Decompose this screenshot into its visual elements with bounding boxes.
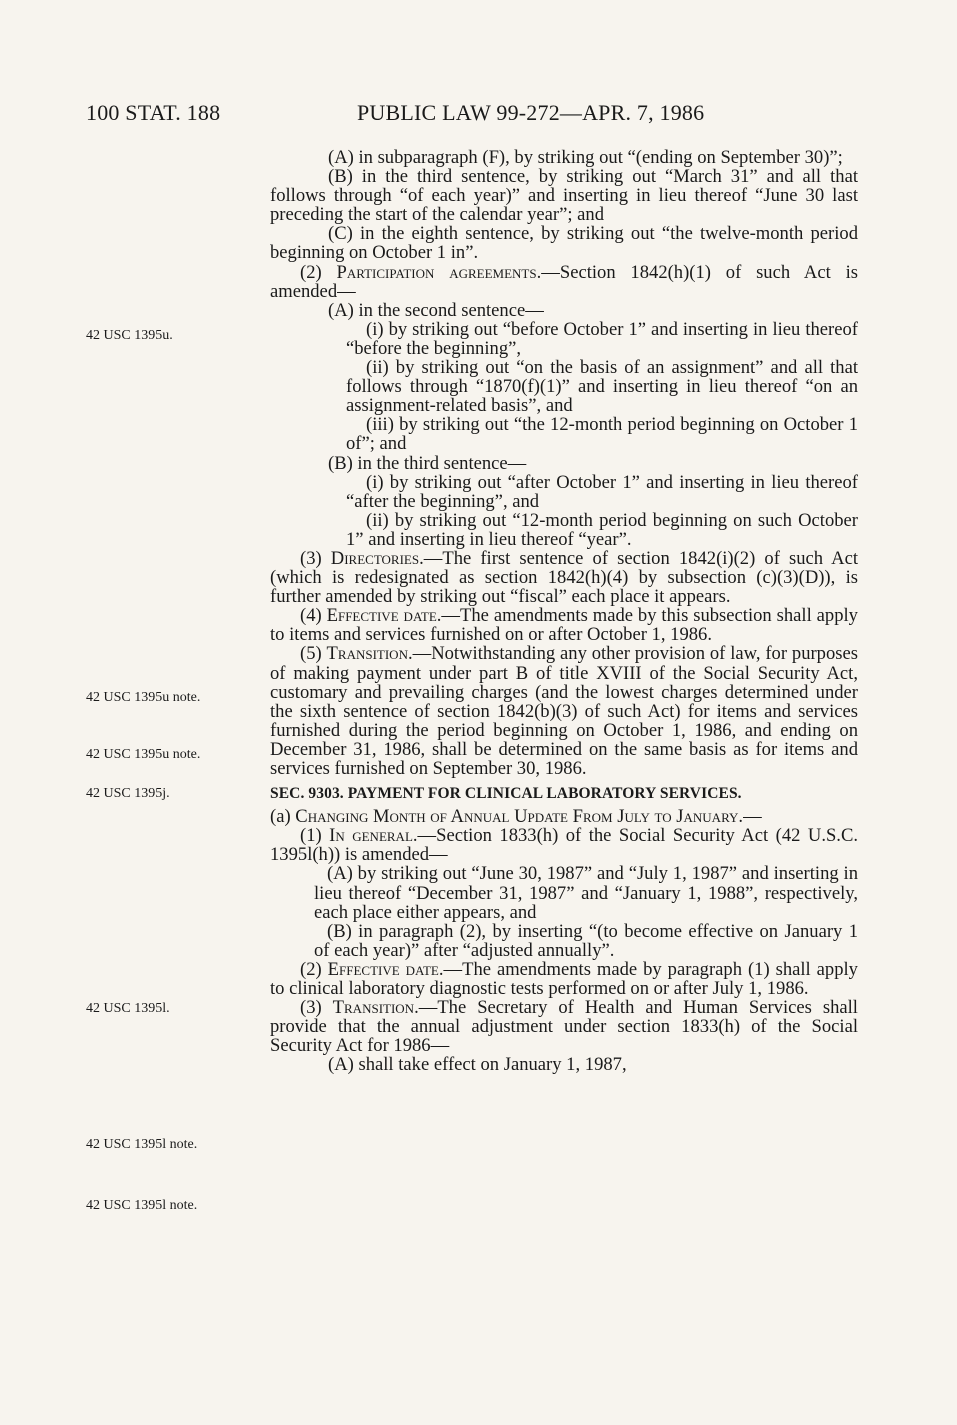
document-body [270,148,858,1075]
margin-note: 42 USC 1395l note. [86,1198,198,1213]
margin-note: 42 USC 1395l. [86,1001,170,1016]
paragraph-heading: Effective date [326,605,437,627]
paragraph-heading: Effective date [327,958,439,980]
margin-note: 42 USC 1395u note. [86,747,201,762]
paragraph-heading: Transition [332,997,415,1019]
paragraph: (2) Participation agreements.—Section 1842(h)(1) of such Act is amended— [270,261,858,302]
running-title: PUBLIC LAW 99-272—APR. 7, 1986 [357,100,705,125]
page-header [86,100,867,130]
paragraph: (2) Effective date.—The amendments made by paragraph (1) shall apply to clinical laboratory diagnostic tests performed on or after July 1, 1986. [270,958,858,1000]
margin-note: 42 USC 1395j. [86,786,170,801]
paragraph: (B) in paragraph (2), by inserting “(to become effective on January 1 of each year)” after “adjusted annually”. [314,920,858,961]
paragraph: (A) by striking out “June 30, 1987” and “July 1, 1987” and inserting in lieu thereof “December 31, 1987” and “January 1, 1988”, respectively, each place either appears, and [314,863,858,923]
page-statute-reference: 100 STAT. 188 [86,100,221,125]
paragraph: (A) shall take effect on January 1, 1987, [328,1054,627,1076]
margin-note: 42 USC 1395u note. [86,690,201,705]
paragraph: (4) Effective date.—The amendments made by this subsection shall apply to items and services furnished on or after October 1, 1986. [270,605,858,646]
margin-note: 42 USC 1395u. [86,328,173,343]
paragraph-heading: Transition [326,643,408,665]
paragraph: (a) Changing Month of Annual Update From July to January.— [270,806,762,828]
paragraph-heading: Directories [330,547,420,569]
paragraph: (A) in the second sentence— [328,299,544,321]
paragraph: (ii) by striking out “12-month period beginning on such October 1” and inserting in lieu thereof “year”. [346,509,858,550]
paragraph: (1) In general.—Section 1833(h) of the Social Security Act (42 U.S.C. 1395l(h)) is amended— [270,825,859,866]
paragraph: (5) Transition.—Notwithstanding any other provision of law, for purposes of making payment under part B of title XVIII of the Social Security Act, customary and prevailing charges (and the lowest charges determined under the sixth sentence of section 1842(b)(3) of such Act) for items and services furnished during the period beginning on October 1, 1986, and ending on December 31, 1986, shall be determined on the same basis as for items and services furnished on September 30, 1986. [270,643,858,779]
paragraph-heading: Participation agreements [336,261,537,283]
margin-note: 42 USC 1395l note. [86,1137,198,1152]
paragraph: (C) in the eighth sentence, by striking out “the twelve-month period beginning on October 1 in”. [270,223,858,264]
paragraph: (i) by striking out “before October 1” and inserting in lieu thereof “before the beginning”, [346,318,858,359]
paragraph-heading: In general [329,825,413,847]
subsection-heading: Changing Month of Annual Update From July to January [295,806,739,828]
paragraph: (ii) by striking out “on the basis of an assignment” and all that follows through “1870(f)(1)” and inserting in lieu thereof “on an assignment-related basis”, and [346,357,858,417]
paragraph: (B) in the third sentence, by striking out “March 31” and all that follows through “of each year)” and inserting in lieu thereof “June 30 last preceding the start of the calendar year”; and [270,166,858,226]
paragraph: (i) by striking out “after October 1” and inserting in lieu thereof “after the beginning”, and [346,471,858,512]
paragraph: (A) in subparagraph (F), by striking out “(ending on September 30)”; [328,147,843,168]
paragraph: (B) in the third sentence— [328,452,527,474]
paragraph: (iii) by striking out “the 12-month period beginning on October 1 of”; and [346,414,858,455]
section-heading: SEC. 9303. PAYMENT FOR CLINICAL LABORATORY SERVICES. [270,785,742,803]
paragraph: (3) Transition.—The Secretary of Health and Human Services shall provide that the annual adjustment under section 1833(h) of the Social Security Act for 1986— [270,997,858,1057]
paragraph: (3) Directories.—The first sentence of section 1842(i)(2) of such Act (which is redesignated as section 1842(h)(4) by subsection (c)(3)(D)), is further amended by striking out “fiscal” each place it appears. [270,547,858,608]
